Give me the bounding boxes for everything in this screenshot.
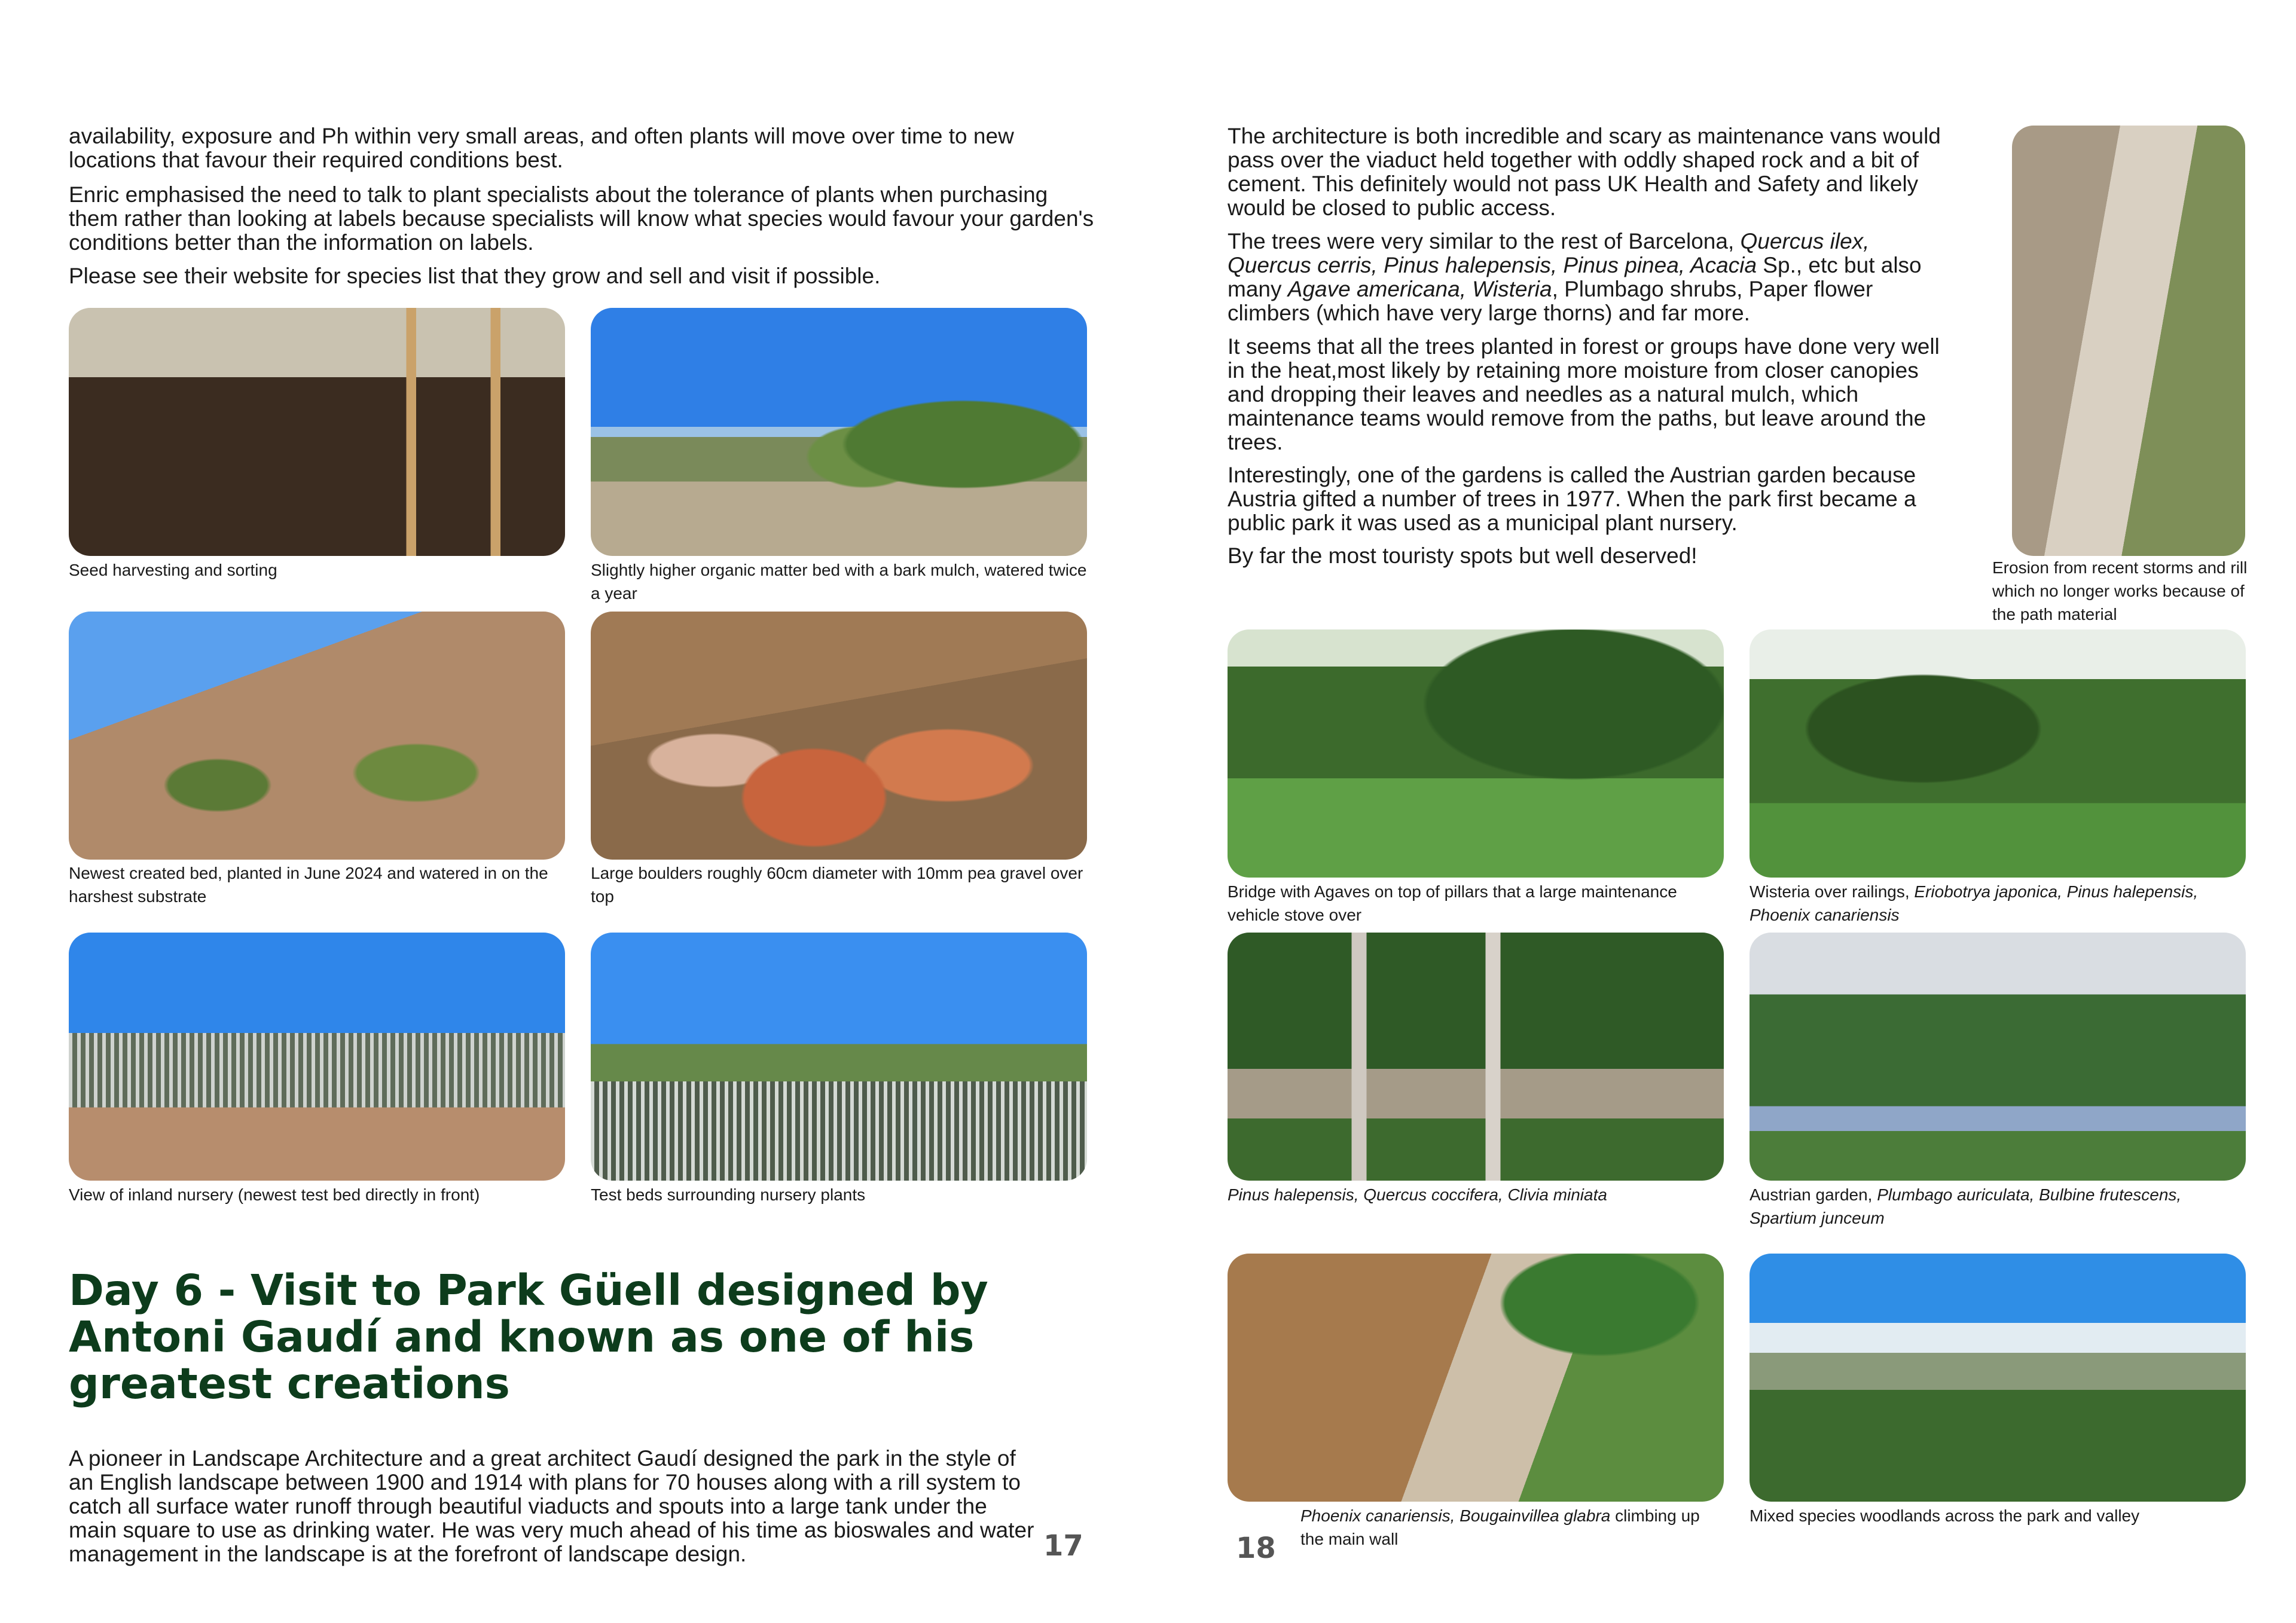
austrian-paragraph: Interestingly, one of the gardens is called the Austrian garden because Austria gifted a number of trees in 1977. When the park first became a public park it was used as a municipal plant nursery. [1228,463,1916,535]
caption-test-beds: Test beds surrounding nursery plants [591,1185,866,1204]
caption-wisteria [1750,880,2246,927]
photo-wisteria-railings [1750,629,2246,878]
caption-austrian-species: Plumbago auriculata, Bulbine frutescens, Spartium junceum [1750,1185,2182,1227]
caption-wisteria-species: Eriobotrya japonica, Pinus halepensis, Phoenix canariensis [1750,882,2199,924]
section-heading: Day 6 - Visit to Park Güell designed by Antoni Gaudí and known as one of his greatest creations [69,1266,988,1408]
caption-newest-bed: Newest created bed, planted in June 2024 and watered in on the harshest substrate [69,864,548,906]
caption-boulders: Large boulders roughly 60cm diameter with 10mm pea gravel over top [591,864,1083,906]
photo-boulders [591,612,1087,860]
trees-species-b: Agave americana, Wisteria [1287,277,1552,301]
intro-paragraph-3: Please see their website for species list that they grow and sell and visit if possible. [69,264,881,288]
architecture-paragraph: The architecture is both incredible and scary as maintenance vans would pass over the viaduct held together with oddly shaped rock and a bit of cement. This definitely would not pass UK Health and Safety and likely would be closed to public access. [1228,124,1941,220]
caption-bark-mulch-bed: Slightly higher organic matter bed with a bark mulch, watered twice a year [591,561,1087,603]
photo-test-beds [591,933,1087,1181]
photo-eroded-path [2012,126,2245,556]
caption-wisteria-text: Wisteria over railings, [1750,882,1915,901]
photo-newest-bed [69,612,565,860]
photo-inland-nursery [69,933,565,1181]
photo-main-wall-palms [1228,1254,1724,1502]
trees-text-a: The trees were very similar to the rest of Barcelona, [1228,229,1741,253]
trees-text-b: Sp., etc but also many [1228,253,1922,301]
photo-mixed-woodlands [1750,1254,2246,1502]
park-guell-body: A pioneer in Landscape Architecture and a great architect Gaudí designed the park in the style of an English landscape between 1900 and 1914 with plans for 70 houses along with a rill system to catch all surface water runoff through beautiful viaducts and spouts into a large tank under the main square to use as drinking water. He was very much ahead of his time as bioswales and water management in the landscape is at the forefront of landscape design. [69,1446,1034,1566]
caption-phoenix [1300,1504,1724,1551]
intro-paragraph-1: availability, exposure and Ph within very small areas, and often plants will move over time to new locations that favour their required conditions best. [69,124,1014,172]
caption-inland-nursery: View of inland nursery (newest test bed directly in front) [69,1185,480,1204]
photo-seed-sorting [69,308,565,556]
forest-paragraph: It seems that all the trees planted in forest or groups have done very well in the heat,most likely by retaining more moisture from closer canopies and dropping their leaves and needles as a natural mulch, which maintenance teams would remove from the paths, but leave around the trees. [1228,334,1940,454]
caption-seed-sorting: Seed harvesting and sorting [69,561,277,579]
caption-phoenix-species: Phoenix canariensis, Bougainvillea glabra [1300,1506,1611,1525]
trees-species-a: Quercus ilex, Quercus cerris, Pinus halepensis, Pinus pinea, Acacia [1228,229,1870,277]
caption-erosion: Erosion from recent storms and rill which no longer works because of the path material [1992,558,2248,623]
caption-bridge: Bridge with Agaves on top of pillars that a large maintenance vehicle stove over [1228,882,1677,924]
page-right [1148,0,2296,1623]
photo-austrian-garden [1750,933,2246,1181]
trees-text-c: , Plumbago shrubs, Paper flower climbers (which have very large thorns) and far more. [1228,277,1873,325]
intro-paragraph-2: Enric emphasised the need to talk to plant specialists about the tolerance of plants when purchasing them rather than looking at labels because specialists will know what species would favour your garden's conditions better than the information on labels. [69,182,1094,255]
trees-paragraph [1228,230,1945,325]
page-number-left: 17 [1043,1529,1083,1563]
caption-mixed-woodlands: Mixed species woodlands across the park and valley [1750,1506,2140,1525]
caption-phoenix-text: climbing up the main wall [1300,1506,1700,1548]
page-number-right: 18 [1236,1532,1276,1565]
photo-bark-mulch-bed [591,308,1087,556]
caption-austrian-text: Austrian garden, [1750,1185,1877,1204]
caption-pinus-species: Pinus halepensis, Quercus coccifera, Clivia miniata [1228,1185,1607,1204]
photo-bridge-agaves [1228,629,1724,878]
touristy-paragraph: By far the most touristy spots but well deserved! [1228,543,1697,568]
caption-pinus [1228,1183,1724,1206]
caption-austrian [1750,1183,2246,1230]
photo-pinus-halepensis [1228,933,1724,1181]
